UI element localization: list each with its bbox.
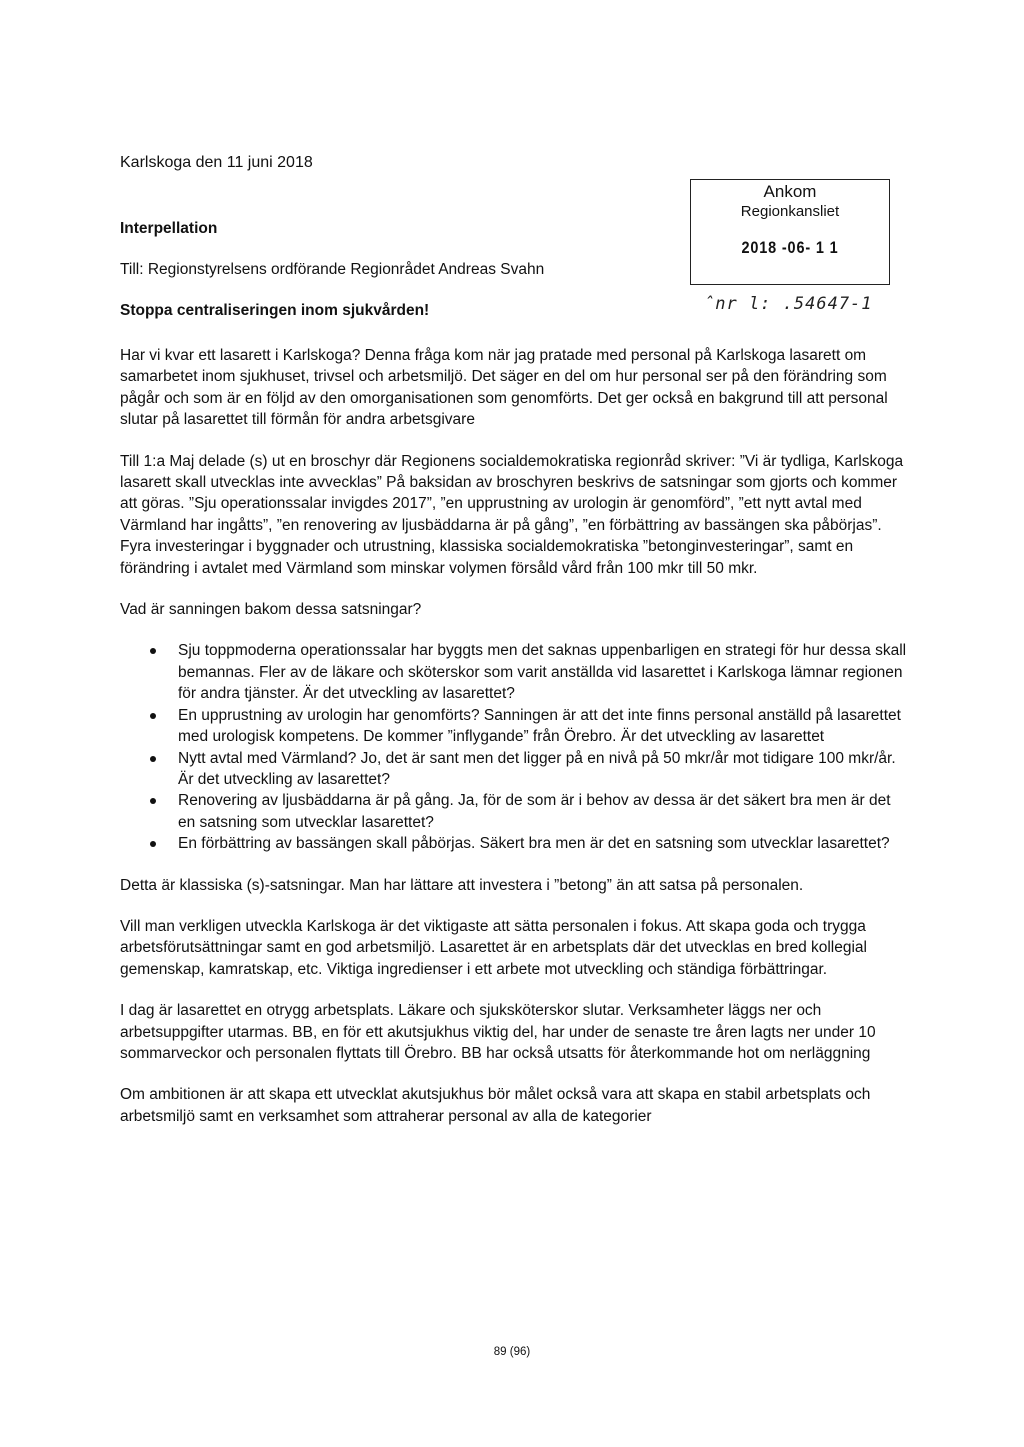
bullet-icon xyxy=(150,756,156,762)
page-number: 89 (96) xyxy=(493,1346,531,1358)
classic-paragraph: Detta är klassiska (s)-satsningar. Man har lättare att investera i ”betong” än att satsa på personalen. xyxy=(120,876,804,894)
list-item xyxy=(120,790,910,833)
list-item-text: Nytt avtal med Värmland? Jo, det är sant men det ligger på en nivå på 50 mkr/år mot tidigare 100 mkr/år. Är det utveckling av lasarettet? xyxy=(178,749,896,788)
question-paragraph: Vad är sanningen bakom dessa satsningar? xyxy=(120,601,422,619)
brochure-paragraph: Till 1:a Maj delade (s) ut en broschyr där Regionens socialdemokratiska regionråd skriver: ”Vi är tydliga, Karlskoga lasarett skall utvecklas inte avvecklas” På baksidan av broschyren beskrivs de satsningar som gjorts och kommer att göras. ”Sju operationssalar invigdes 2017”, ”en upprustning av urologin är genomförd”, ”ett nytt avtal med Värmland har ingåtts”, ”en renovering av ljusbäddarna är på gång”, ”en förbättring av bassängen ska påbörjas”. xyxy=(120,452,904,534)
letter-body xyxy=(120,345,910,1127)
bullet-icon xyxy=(150,648,156,654)
develop-paragraph: Vill man verkligen utveckla Karlskoga är det viktigaste att sätta personalen i fokus. Att skapa goda och trygga arbetsförutsättningar samt en god arbetsmiljö. Lasarettet är en arbetsplats där det utvecklas en bred kollegial gemenskap, kamratskap, etc. Viktiga ingredienser i ett arbete mot utveckling och ständiga förbättringar. xyxy=(120,917,867,978)
list-item-text: Renovering av ljusbäddarna är på gång. Ja, för de som är i behov av dessa är det säkert bra men är det en satsning som utvecklar lasarettet? xyxy=(178,792,891,831)
list-item xyxy=(120,833,910,854)
bullet-icon xyxy=(150,713,156,719)
intro-paragraph: Har vi kvar ett lasarett i Karlskoga? Denna fråga kom när jag pratade med personal på Karlskoga lasarett om samarbetet inom sjukhuset, trivsel och arbetsmiljö. Det säger en del om hur personal ser på den förändring som pågår och som är en följd av den omorganisationen som genomförts. Det ger också en bakgrund till att personal slutar på lasarettet till förmån för andra arbetsgivare xyxy=(120,347,888,429)
subject-heading: Stoppa centraliseringen inom sjukvården! xyxy=(120,302,430,319)
document-type-label: Interpellation xyxy=(120,220,218,237)
handwritten-registration-number: ˆnr l: .54647-1 xyxy=(704,294,873,314)
recipient-line: Till: Regionstyrelsens ordförande Regionrådet Andreas Svahn xyxy=(120,261,545,278)
stamp-office: Regionkansliet xyxy=(740,203,840,220)
ambition-paragraph: Om ambitionen är att skapa ett utvecklat akutsjukhus bör målet också vara att skapa en stabil arbetsplats och arbetsmiljö samt en verksamhet som attraherar personal av alla de kategorier xyxy=(120,1086,871,1125)
investments-paragraph: Fyra investeringar i byggnader och utrustning, klassiska socialdemokratiska ”betonginvesteringar”, samt en förändring i avtalet med Värmland som minskar volymen försåld vård från 100 mkr till 50 mkr. xyxy=(120,538,854,577)
list-item xyxy=(120,705,910,748)
list-item xyxy=(120,640,910,704)
bullet-list xyxy=(120,640,910,854)
list-item-text: En förbättring av bassängen skall påbörjas. Säkert bra men är det en satsning som utvecklar lasarettet? xyxy=(178,835,890,853)
list-item-text: Sju toppmoderna operationssalar har byggts men det saknas uppenbarligen en strategi för hur dessa skall bemannas. Fler av de läkare och sköterskor som varit anställda vid lasarettet i Karlskoga lämnar regionen för andra tjänster. Är det utveckling av lasarettet? xyxy=(178,642,907,703)
list-item-text: En upprustning av urologin har genomförts? Sanningen är att det inte finns personal anställd på lasarettet med urologisk kompetens. De kommer ”inflygande” från Örebro. Är det utveckling av lasarettet xyxy=(178,706,901,746)
stamp-date: 2018 -06- 1 1 xyxy=(741,238,839,257)
stamp-title: Ankom xyxy=(763,182,817,201)
bullet-icon xyxy=(150,798,156,804)
today-paragraph: I dag är lasarettet en otrygg arbetsplats. Läkare och sjuksköterskor slutar. Verksamheter läggs ner och arbetsuppgifter utarmas. BB, en för ett akutsjukhus viktig del, har under de senaste tre åren lagts ner under 10 sommarveckor och personalen flyttats till Örebro. BB har också utsatts för återkommande hot om nerläggning xyxy=(120,1002,876,1062)
list-item xyxy=(120,748,910,791)
letter-date: Karlskoga den 11 juni 2018 xyxy=(120,154,313,171)
bullet-icon xyxy=(150,841,156,847)
received-stamp xyxy=(690,179,890,285)
